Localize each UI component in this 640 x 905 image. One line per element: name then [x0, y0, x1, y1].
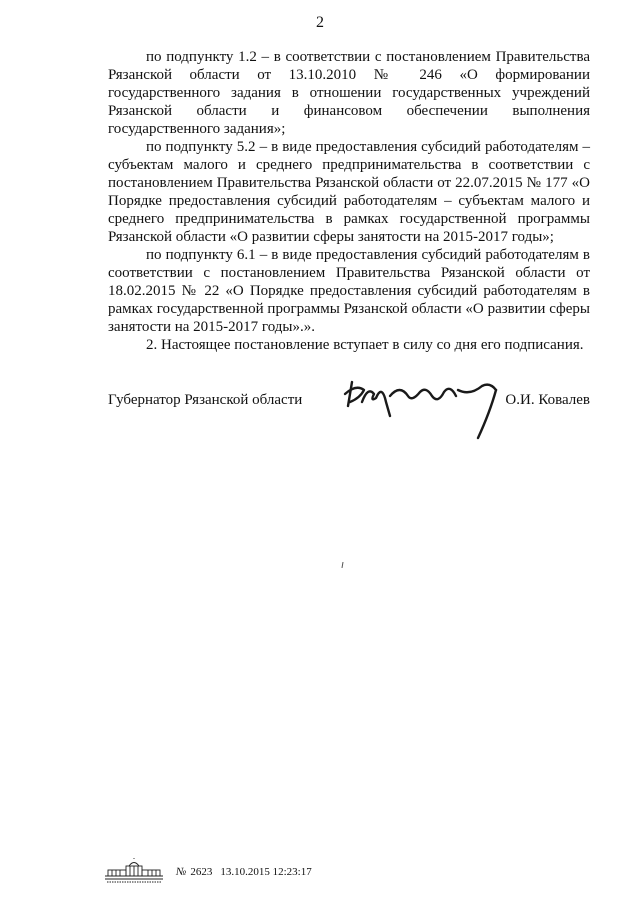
signer-name: О.И. Ковалев	[505, 392, 590, 408]
scan-speck-icon	[341, 562, 344, 568]
government-building-icon	[104, 858, 164, 886]
footer-number-sign: №	[176, 866, 187, 878]
handwritten-signature-icon	[340, 372, 510, 440]
footer-datetime: 13.10.2015 12:23:17	[220, 866, 312, 878]
paragraph-subclause-5-2: по подпункту 5.2 – в виде предоставления субсидий работодателям – субъектам малого и среднего предпринимательства в соответствии с постановлением Правительства Рязанской области от 22.07.2015 № 177 «О Порядке предоставления субсидий работодателям – субъектам малого и среднего предпринимательства в рамках государственной программы Рязанской области «О развитии сферы занятости на 2015-2017 годы»;	[108, 139, 590, 245]
paragraph-subclause-6-1: по подпункту 6.1 – в виде предоставления субсидий работодателям в соответствии с постановлением Правительства Рязанской области от 18.02.2015 № 22 «О Порядке предоставления субсидий работодателям в рамках государственной программы Рязанской области «О развитии сферы занятости на 2015-2017 годы».».	[108, 247, 590, 335]
document-footer	[104, 858, 312, 886]
signature-block	[108, 372, 590, 442]
document-body	[108, 48, 590, 354]
page-number: 2	[316, 14, 324, 31]
footer-document-id: 2623	[190, 866, 213, 878]
paragraph-effective-date: 2. Настоящее постановление вступает в силу со дня его подписания.	[146, 337, 584, 353]
paragraph-subclause-1-2: по подпункту 1.2 – в соответствии с постановлением Правительства Рязанской области от 13.10.2010 № 246 «О формировании государственного задания в отношении государственных учреждений Рязанской области и финансовом обеспечении выполнения государственного задания»;	[108, 49, 590, 137]
signer-title: Губернатор Рязанской области	[108, 392, 303, 408]
